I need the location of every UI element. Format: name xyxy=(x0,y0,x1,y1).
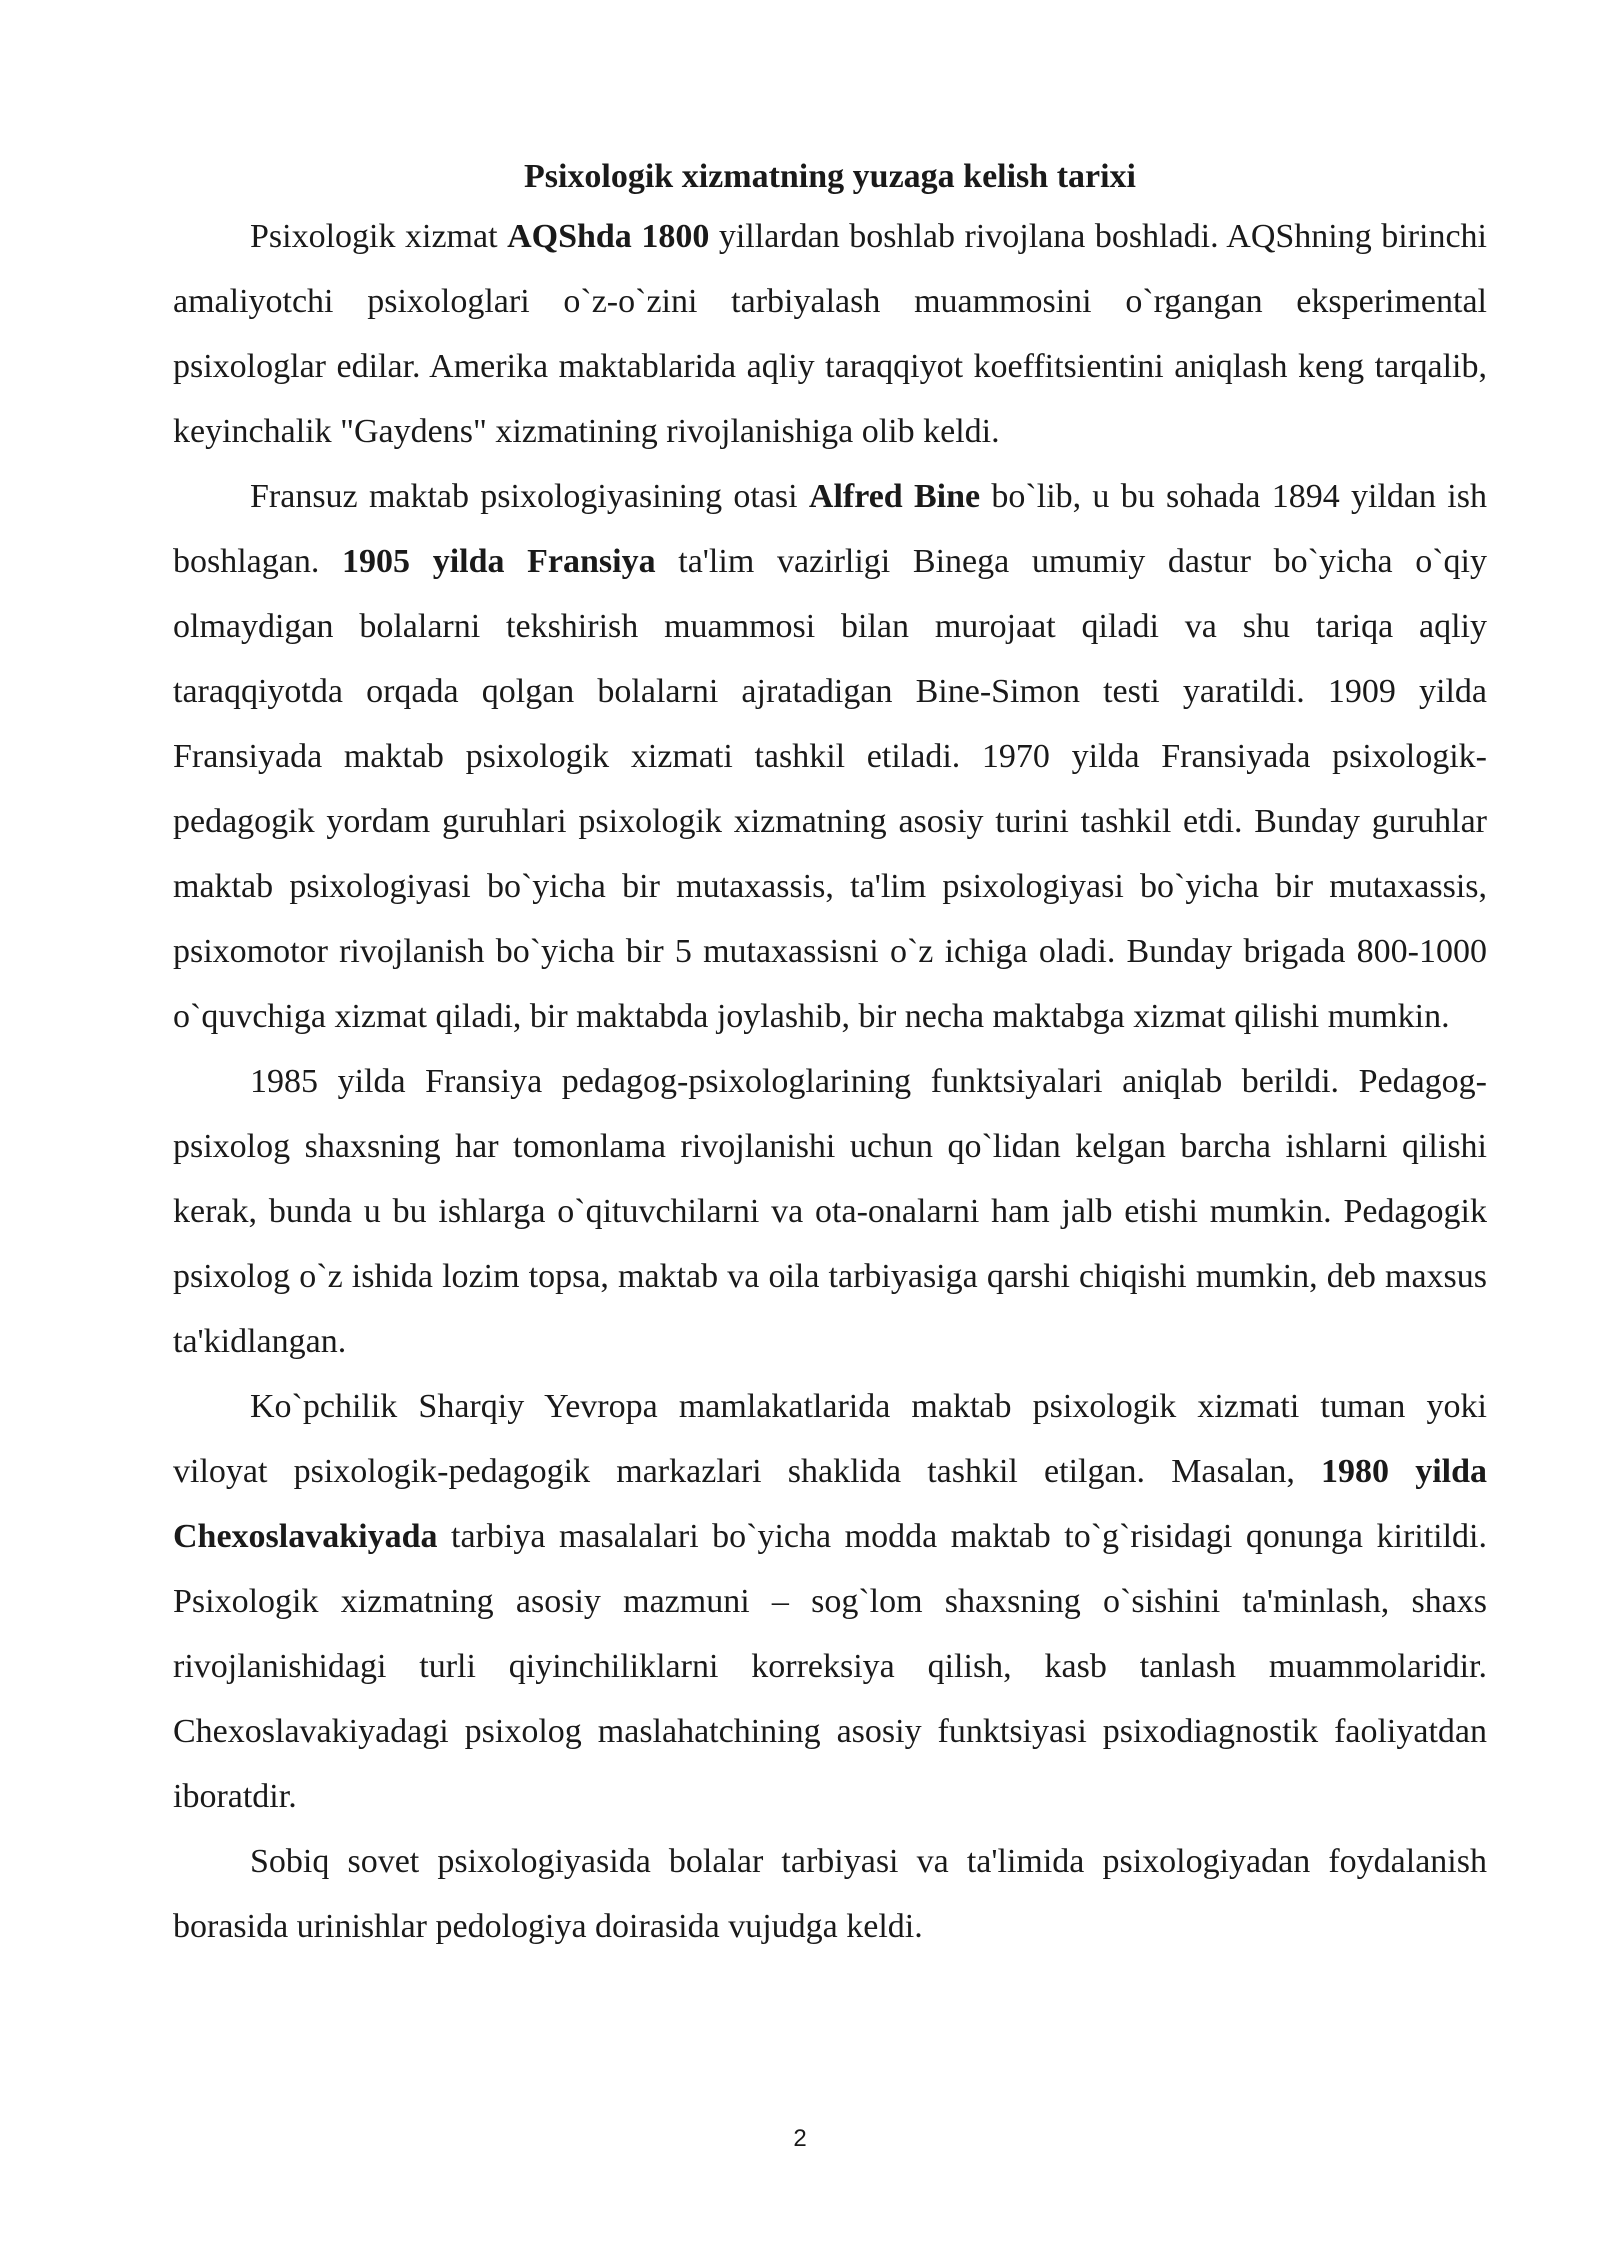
paragraph-text: bo`lib, u bu sohada 1894 yildan ish boshlagan. xyxy=(173,478,1487,580)
paragraph-bold-text: 1905 yilda Fransiya xyxy=(342,543,656,580)
paragraph-text: yillardan boshlab rivojlana boshladi. AQShning birinchi amaliyotchi psixologlari o`z-o`zini tarbiyalash muammosini o`rgangan eksperimental psixologlar edilar. Amerika maktablarida aqliy taraqqiyot koeffitsientini aniqlash keng tarqalib, keyinchalik "Gaydens" xizmatining rivojlanishiga olib keldi. xyxy=(173,218,1488,450)
paragraph-text: Fransuz maktab psixologiyasining otasi xyxy=(250,478,809,515)
paragraph-eastern-europe xyxy=(173,1374,1487,1829)
paragraph-france xyxy=(173,464,1487,1049)
paragraph-bold-text: Alfred Bine xyxy=(808,478,981,515)
page-number: 2 xyxy=(793,2125,807,2152)
paragraph-text: Psixologik xizmat xyxy=(250,218,508,255)
paragraph-bold-text: AQShda 1800 xyxy=(507,218,710,255)
document-page xyxy=(173,150,1487,1959)
paragraph-text: ta'lim vazirligi Binega umumiy dastur bo`yicha o`qiy olmaydigan bolalarni tekshirish muammosi bilan murojaat qiladi va shu tariqa aqliy taraqqiyotda orqada qolgan bolalarni ajratadigan Bine-Simon testi yaratildi. 1909 yilda Fransiyada maktab psixologik xizmati tashkil etiladi. 1970 yilda Fransiyada psixologik-pedagogik yordam guruhlari psixologik xizmatning asosiy turini tashkil etdi. Bunday guruhlar maktab psixologiyasi bo`yicha bir mutaxassis, ta'lim psixologiyasi bo`yicha bir mutaxassis, psixomotor rivojlanish bo`yicha bir 5 mutaxassisni o`z ichiga oladi. Bunday brigada 800-1000 o`quvchiga xizmat qiladi, bir maktabda joylashib, bir necha maktabga xizmat qilishi mumkin. xyxy=(173,543,1488,1035)
paragraph-usa xyxy=(173,204,1487,464)
document-title: Psixologik xizmatning yuzaga kelish tarixi xyxy=(523,158,1137,195)
paragraph-bold-text: 1980 yilda Chexoslavakiyada xyxy=(173,1453,1488,1555)
paragraph-soviet: Sobiq sovet psixologiyasida bolalar tarbiyasi va ta'limida psixologiyadan foydalanish borasida urinishlar pedologiya doirasida vujudga keldi. xyxy=(173,1843,1487,1945)
paragraph-france-1985: 1985 yilda Fransiya pedagog-psixologlarining funktsiyalari aniqlab berildi. Pedagog-psixolog shaxsning har tomonlama rivojlanishi uchun qo`lidan kelgan barcha ishlarni qilishi kerak, bunda u bu ishlarga o`qituvchilarni va ota-onalarni ham jalb etishi mumkin. Pedagogik psixolog o`z ishida lozim topsa, maktab va oila tarbiyasiga qarshi chiqishi mumkin, deb maxsus ta'kidlangan. xyxy=(173,1063,1487,1360)
paragraph-text: tarbiya masalalari bo`yicha modda maktab to`g`risidagi qonunga kiritildi. Psixologik xizmatning asosiy mazmuni – sog`lom shaxsning o`sishini ta'minlash, shaxs rivojlanishidagi turli qiyinchiliklarni korreksiya qilish, kasb tanlash muammolaridir. Chexoslavakiyadagi psixolog maslahatchining asosiy funktsiyasi psixodiagnostik faoliyatdan iboratdir. xyxy=(173,1518,1487,1815)
paragraph-text: Ko`pchilik Sharqiy Yevropa mamlakatlarida maktab psixologik xizmati tuman yoki viloyat psixologik-pedagogik markazlari shaklida tashkil etilgan. Masalan, xyxy=(173,1388,1487,1490)
